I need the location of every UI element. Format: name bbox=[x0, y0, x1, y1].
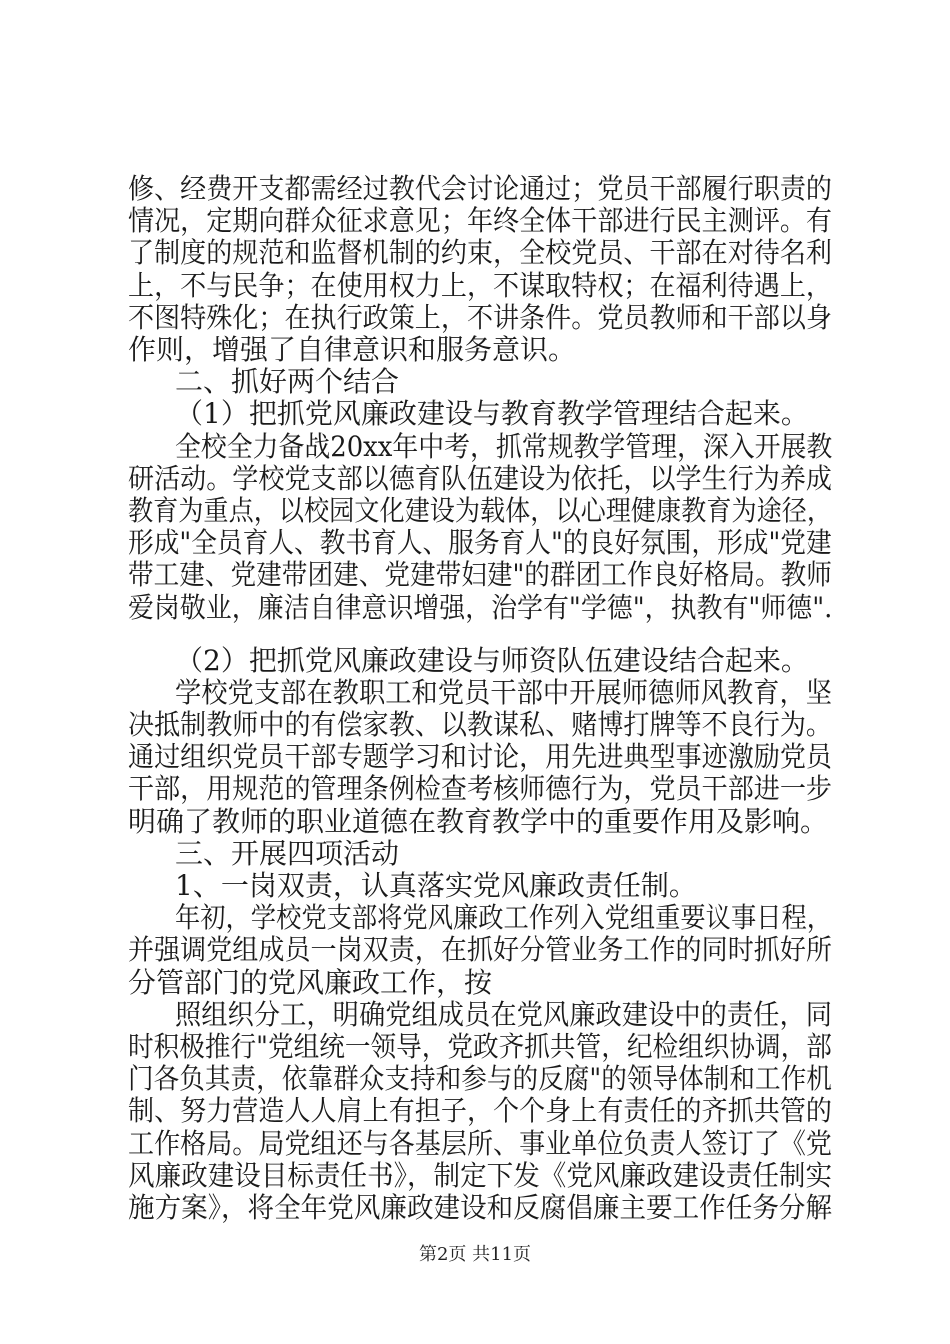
text-line: 爱岗敬业，廉洁自律意识增强，治学有"学德"，执教有"师德". bbox=[128, 591, 833, 624]
subsection-heading: （1）把抓党风廉政建设与教育教学管理结合起来。 bbox=[175, 397, 809, 430]
text-line: 制、努力营造人人肩上有担子，个个身上有责任的齐抓共管的 bbox=[128, 1094, 833, 1127]
text-line: 研活动。学校党支部以德育队伍建设为依托，以学生行为养成 bbox=[128, 462, 833, 495]
text-line: 通过组织党员干部专题学习和讨论，用先进典型事迹激励党员 bbox=[128, 740, 833, 773]
text-line: 上，不与民争；在使用权力上，不谋取特权；在福利待遇上， bbox=[128, 269, 833, 302]
text-line: 分管部门的党风廉政工作，按 bbox=[128, 966, 493, 999]
section-heading: 三、开展四项活动 bbox=[175, 837, 400, 870]
text-line: 决抵制教师中的有偿家教、以教谋私、赌博打牌等不良行为。 bbox=[128, 708, 833, 741]
text-line: 风廉政建设目标责任书》，制定下发《党风廉政建设责任制实 bbox=[128, 1159, 833, 1192]
text-line: 干部，用规范的管理条例检查考核师德行为，党员干部进一步 bbox=[128, 772, 833, 805]
text-line: 全校全力备战20xx年中考，抓常规教学管理，深入开展教 bbox=[175, 430, 833, 463]
subsection-heading: （2）把抓党风廉政建设与师资队伍建设结合起来。 bbox=[175, 644, 809, 677]
text-line: 年初，学校党支部将党风廉政工作列入党组重要议事日程， bbox=[175, 901, 833, 934]
text-line: 情况，定期向群众征求意见；年终全体干部进行民主测评。有 bbox=[128, 204, 833, 237]
text-line: 并强调党组成员一岗双责，在抓好分管业务工作的同时抓好所 bbox=[128, 933, 833, 966]
text-line: 作则，增强了自律意识和服务意识。 bbox=[128, 333, 577, 366]
text-line: 教育为重点，以校园文化建设为载体，以心理健康教育为途径， bbox=[128, 494, 833, 527]
text-line: 施方案》，将全年党风廉政建设和反腐倡廉主要工作任务分解 bbox=[128, 1191, 833, 1224]
text-line: 门各负其责，依靠群众支持和参与的反腐"的领导体制和工作机 bbox=[128, 1062, 832, 1095]
text-line: 时积极推行"党组统一领导，党政齐抓共管，纪检组织协调，部 bbox=[128, 1030, 832, 1063]
section-heading: 二、抓好两个结合 bbox=[175, 365, 400, 398]
page-number-footer: 第2页 共11页 bbox=[418, 1244, 532, 1265]
text-line: 不图特殊化；在执行政策上，不讲条件。党员教师和干部以身 bbox=[128, 301, 833, 334]
text-line: 工作格局。局党组还与各基层所、事业单位负责人签订了《党 bbox=[128, 1127, 833, 1160]
text-line: 修、经费开支都需经过教代会讨论通过；党员干部履行职责的 bbox=[128, 172, 833, 205]
text-line: 了制度的规范和监督机制的约束，全校党员、干部在对待名利 bbox=[128, 236, 833, 269]
subsection-heading: 1、一岗双责，认真落实党风廉政责任制。 bbox=[175, 869, 697, 902]
text-line: 学校党支部在教职工和党员干部中开展师德师风教育，坚 bbox=[175, 676, 833, 709]
text-line: 照组织分工，明确党组成员在党风廉政建设中的责任，同 bbox=[175, 998, 833, 1031]
text-line: 带工建、党建带团建、党建带妇建"的群团工作良好格局。教师 bbox=[128, 558, 832, 591]
text-line: 明确了教师的职业道德在教育教学中的重要作用及影响。 bbox=[128, 805, 829, 838]
text-line: 形成"全员育人、教书育人、服务育人"的良好氛围，形成"党建 bbox=[128, 526, 832, 559]
